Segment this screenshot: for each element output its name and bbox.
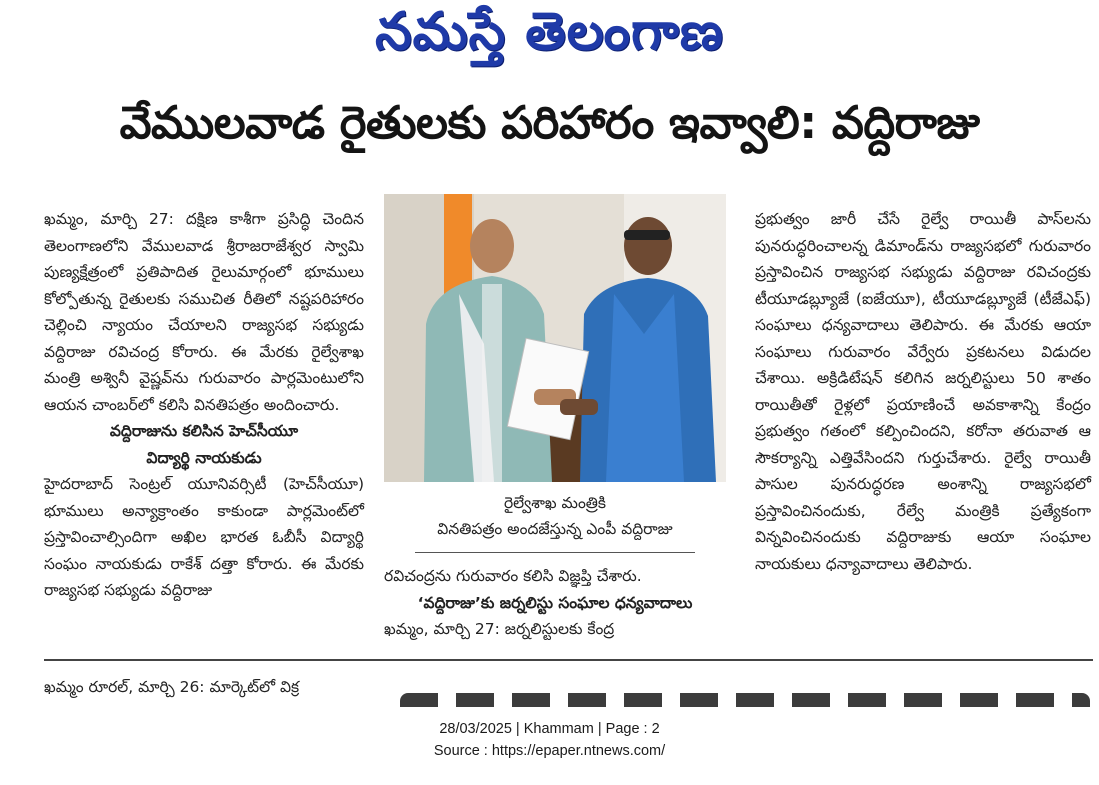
article-paragraph: ఖమ్మం, మార్చి 27: దక్షిణ కాశీగా ప్రసిద్ధి చెందిన తెలంగాణలోని వేములవాడ శ్రీరాజరాజేశ్వర స్వామి పుణ్యక్షేత్రంలో ప్రతిపాదిత రైలుమార్గంలో భూములు కోల్పోతున్న రైతులకు సముచిత రీతిలో నష్టపరిహారం చెల్లించి న్యాయం చేయాలని రాజ్యసభ సభ్యుడు వద్దిరాజు రవిచంద్ర కోరారు. ఈ మేరకు రైల్వేశాఖ మంత్రి అశ్వినీ వైష్ణవ్‌ను గురువారం పార్లమెంటులోని ఆయన చాంబర్‌లో కలిసి వినతిపత్రం అందించారు. — [44, 210, 364, 414]
subheading: వద్దిరాజును కలిసిన హెచ్‌సీయూ — [109, 422, 299, 440]
subheading: విద్యార్థి నాయకుడు — [146, 448, 262, 467]
photo-caption — [384, 490, 726, 542]
newspaper-masthead — [0, 0, 1099, 88]
page-footer — [0, 714, 1099, 785]
caption-line: వినతిపత్రం అందజేస్తున్న ఎంపీ వద్దిరాజు — [437, 520, 673, 538]
news-photo — [384, 194, 726, 482]
article-column-middle — [384, 563, 726, 643]
article-headline: వేములవాడ రైతులకు పరిహారం ఇవ్వాలి: వద్దిరాజు — [119, 96, 980, 149]
article-paragraph: రవిచంద్రను గురువారం కలిసి విజ్ఞప్తి చేశారు. — [384, 567, 642, 585]
next-article-text: ఖమ్మం రూరల్, మార్చి 26: మార్కెట్‌లో విక్ర — [44, 678, 300, 696]
caption-divider — [415, 552, 695, 553]
article-paragraph: హైదరాబాద్ సెంట్రల్ యూనివర్సిటీ (హెచ్‌సీయూ) భూములు అన్యాక్రాంతం కాకుండా పార్లమెంట్‌లో ప్రస్తావించాల్సిందిగా అఖిల భారత ఓబీసీ విద్యార్థి సంఘం నాయకుడు రాకేశ్ దత్తా కోరారు. ఈ మేరకు రాజ్యసభ సభ్యుడు వద్దిరాజు — [44, 475, 364, 599]
caption-line: రైల్వేశాఖ మంత్రికి — [503, 494, 607, 512]
article-column-left — [44, 206, 364, 604]
footer-date-edition: 28/03/2025 | Khammam | Page : 2 — [439, 721, 660, 737]
article-paragraph: ఖమ్మం, మార్చి 27: జర్నలిస్టులకు కేంద్ర — [384, 620, 615, 638]
next-article-headline-cropped — [400, 683, 1090, 711]
article-paragraph: ప్రభుత్వం జారీ చేసే రైల్వే రాయితీ పాస్‌లను పునరుద్ధరించాలన్న డిమాండ్‌ను రాజ్యసభలో గురువారం ప్రస్తావించిన రాజ్యసభ సభ్యుడు వద్దిరాజు రవిచంద్రకు టీయూడబ్ల్యూజే (ఐజేయూ), టీయూడబ్ల్యూజే (టీజేఎఫ్) సంఘాలు ధన్యవాదాలు తెలిపారు. ఈ మేరకు ఆయా సంఘాలు గురువారం వేర్వేరు ప్రకటనలు విడుదల చేశాయి. అక్రిడిటేషన్ కలిగిన జర్నలిస్టులు 50 శాతం రాయితీతో రైళ్లలో ప్రయాణించే అవకాశాన్ని కేంద్రం ప్రభుత్వం గతంలో కల్పించిందని, కరోనా తరువాత ఆ సౌకర్యాన్ని ఎత్తివేసిందని గుర్తుచేశారు. రైల్వే రాయితీ పాసుల పునరుద్ధరణ అంశాన్ని రాజ్యసభలో ప్రస్తావించినందుకు, రేల్వే మంత్రికి ప్రత్యేకంగా విన్నవించినందుకు వద్దిరాజుకు ఆయా సంఘాల నాయకులు ధన్యావాదాలు తెలిపారు. — [755, 210, 1091, 573]
article-divider — [44, 659, 1093, 661]
photo-illustration — [384, 194, 726, 482]
masthead-logo: నమస్తే తెలంగాణ — [375, 2, 724, 62]
subheading: ‘వద్దిరాజు’కు జర్నలిస్టు సంఘాల ధన్యవాదాలు — [417, 593, 693, 612]
footer-source-link[interactable]: Source : https://epaper.ntnews.com/ — [433, 743, 666, 759]
article-column-right — [755, 206, 1091, 577]
